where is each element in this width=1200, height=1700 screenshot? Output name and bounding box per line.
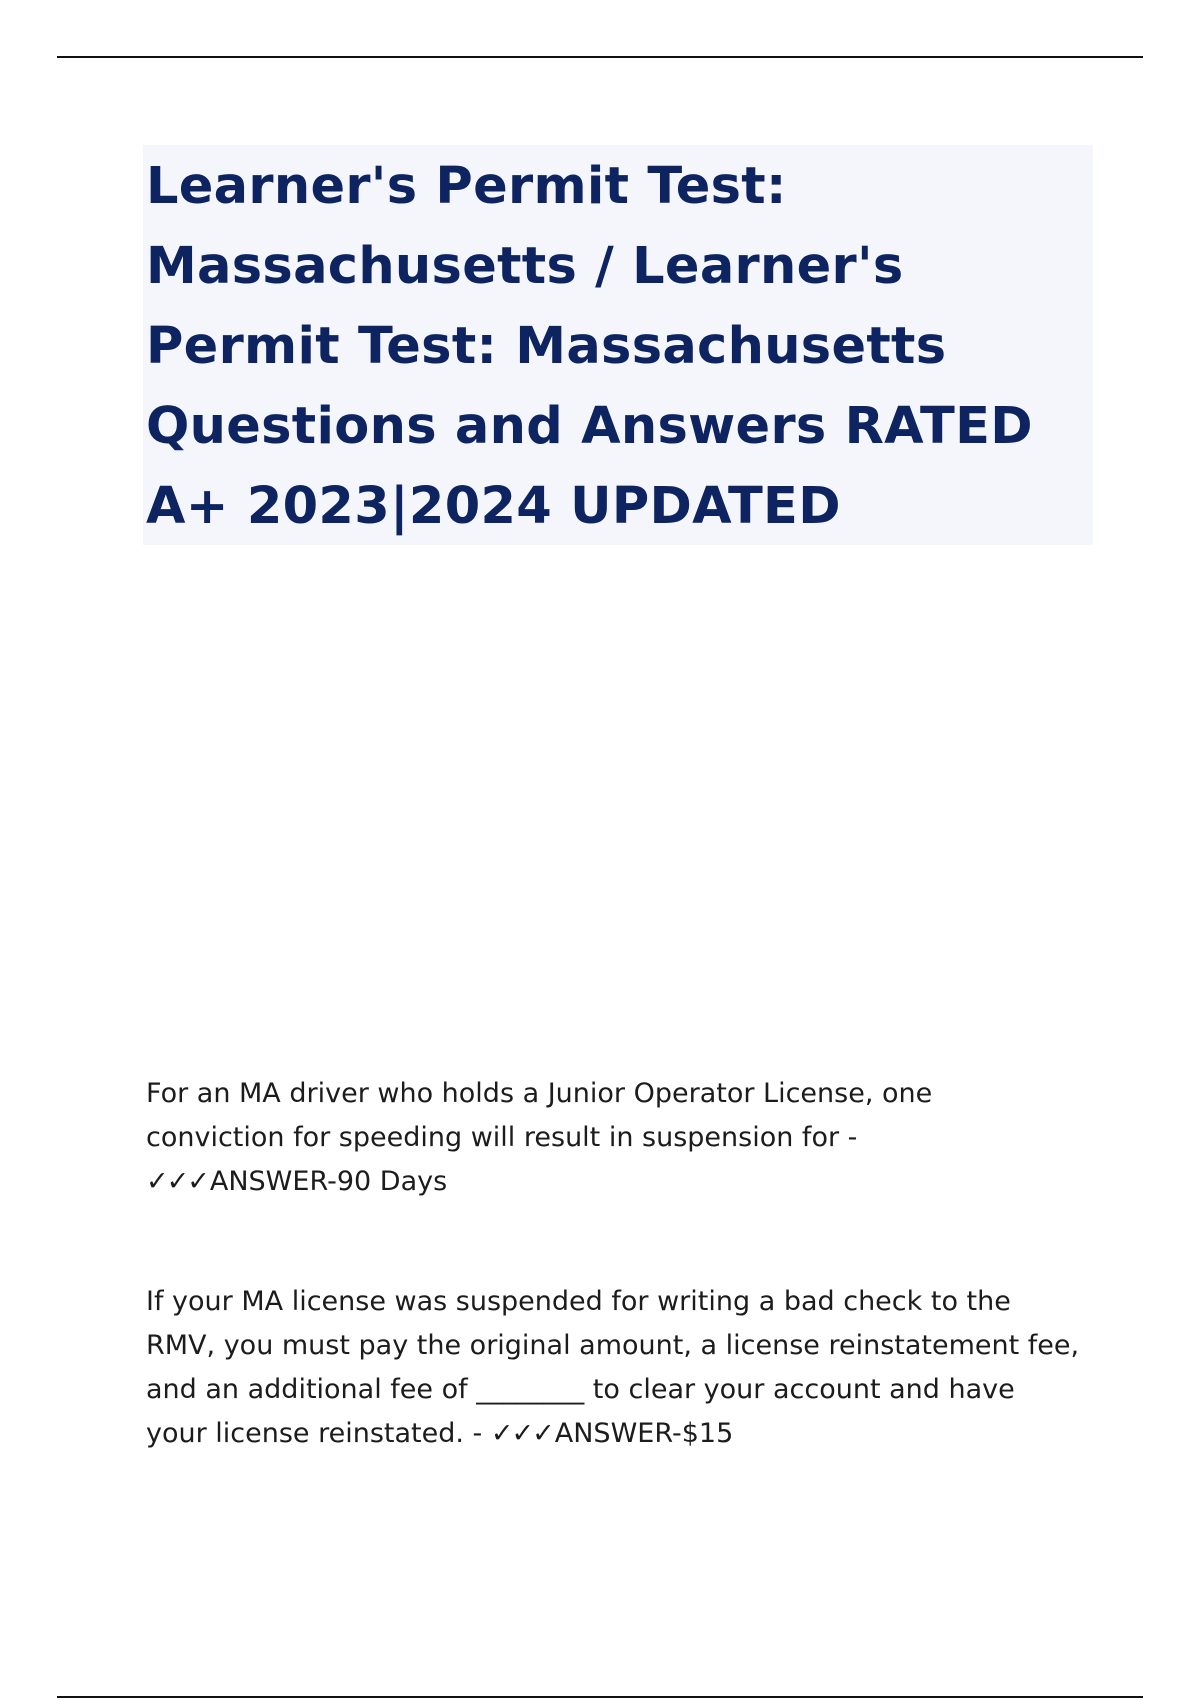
question-line: conviction for speeding will result in suspension for - [146, 1122, 858, 1153]
question-line: your license reinstated. - [146, 1418, 491, 1449]
question-line: RMV, you must pay the original amount, a license reinstatement fee, [146, 1330, 1080, 1361]
check-mark-icon: ✓✓✓ [146, 1166, 208, 1197]
question-line: If your MA license was suspended for writing a bad check to the [146, 1286, 1011, 1317]
qa-item [146, 1072, 1096, 1204]
qa-item [146, 1280, 1096, 1456]
check-mark-icon: ✓✓✓ [490, 1418, 553, 1449]
answer-text: ANSWER-$15 [554, 1418, 734, 1449]
question-line: For an MA driver who holds a Junior Operator License, one [146, 1078, 933, 1109]
top-divider [57, 56, 1143, 58]
title-line: Questions and Answers RATED [146, 397, 1033, 456]
title-line: Learner's Permit Test: [146, 157, 787, 216]
title-line: A+ 2023|2024 UPDATED [146, 477, 841, 536]
title-banner [143, 145, 1093, 545]
answer-text: ANSWER-90 Days [209, 1166, 448, 1197]
bottom-divider [57, 1696, 1143, 1698]
title-line: Permit Test: Massachusetts [146, 317, 947, 376]
question-line: and an additional fee of ________ to clear your account and have [146, 1374, 1015, 1405]
document-title [146, 147, 1093, 547]
title-line: Massachusetts / Learner's [146, 237, 904, 296]
